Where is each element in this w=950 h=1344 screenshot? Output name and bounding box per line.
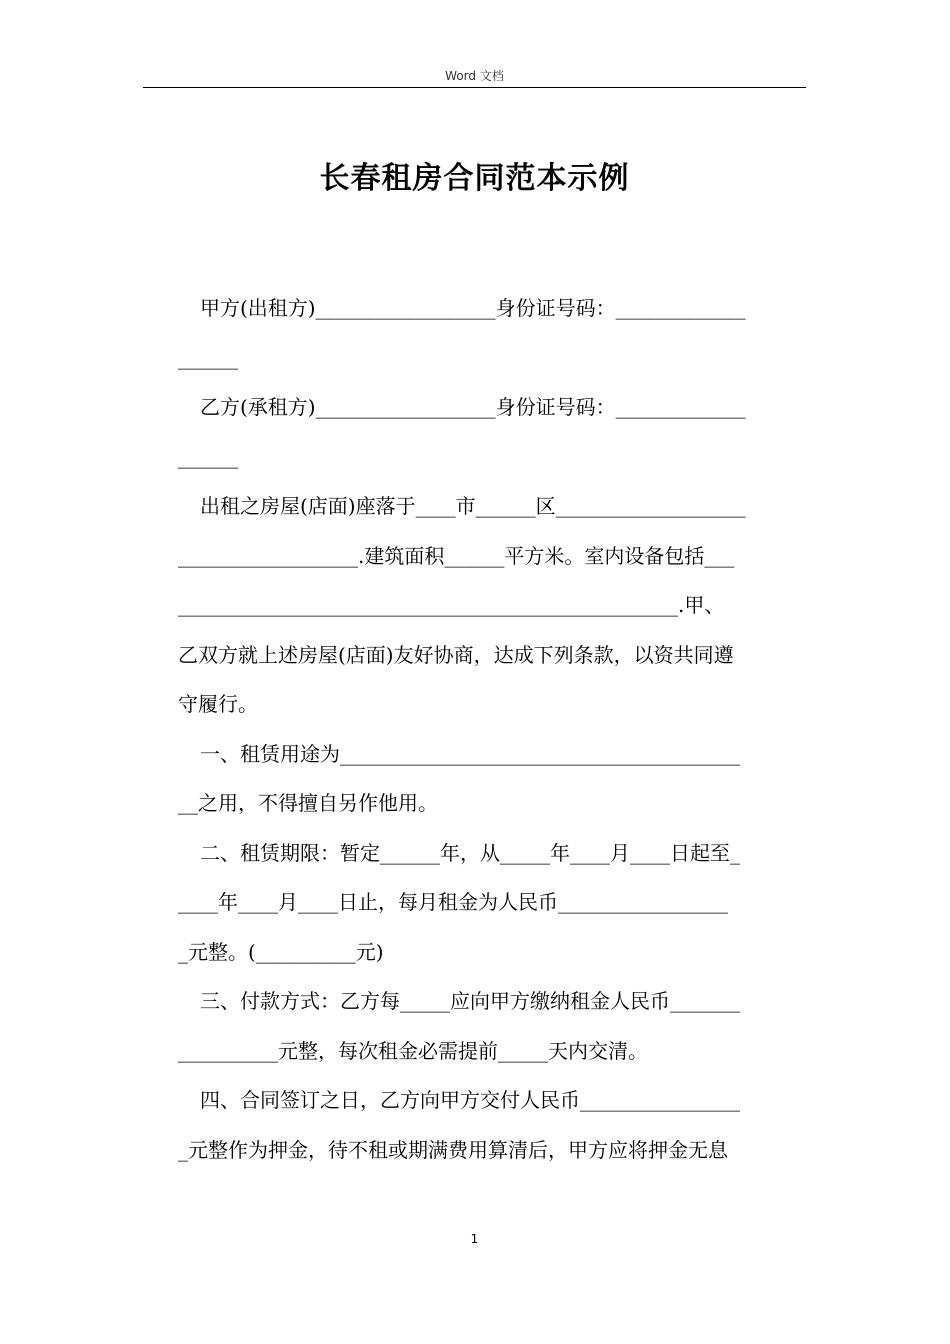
page-number: 1 (470, 1232, 479, 1246)
body-line: ______ (178, 345, 238, 370)
body-line: 一、租赁用途为________________________________________ (200, 741, 740, 766)
body-line: __________________.建筑面积______平方米。室内设备包括___ (178, 543, 735, 568)
body-line: __之用，不得擅自另作他用。 (178, 791, 438, 815)
body-line: 四、合同签订之日，乙方向甲方交付人民币________________ (200, 1088, 740, 1112)
body-line: __________________________________________________.甲、 (178, 593, 725, 617)
body-line: _元整。(__________元) (178, 939, 384, 964)
body-line: ______ (178, 444, 238, 469)
body-line: 乙方(承租方)__________________身份证号码：_____________ (200, 395, 746, 419)
body-line: __________元整，每次租金必需提前_____天内交清。 (178, 1038, 648, 1063)
header-divider (143, 87, 806, 88)
body-line: _元整作为押金，待不租或期满费用算清后，甲方应将押金无息 (178, 1137, 728, 1162)
body-line: 乙双方就上述房屋(店面)友好协商，达成下列条款，以资共同遵 (178, 642, 734, 667)
body-line: 守履行。 (178, 692, 258, 716)
body-line: 出租之房屋(店面)座落于____市______区___________________ (200, 494, 746, 518)
page-header: Word 文档 (445, 69, 504, 83)
body-line: 二、租赁期限：暂定______年，从_____年____月____日起至_ (200, 840, 740, 865)
body-line: ____年____月____日止，每月租金为人民币_________________ (178, 890, 728, 914)
document-body (178, 284, 802, 1175)
document-title: 长春租房合同范本示例 (319, 161, 630, 196)
body-line: 甲方(出租方)__________________身份证号码：_____________ (200, 296, 746, 320)
body-line: 三、付款方式：乙方每_____应向甲方缴纳租金人民币_______ (200, 989, 740, 1013)
